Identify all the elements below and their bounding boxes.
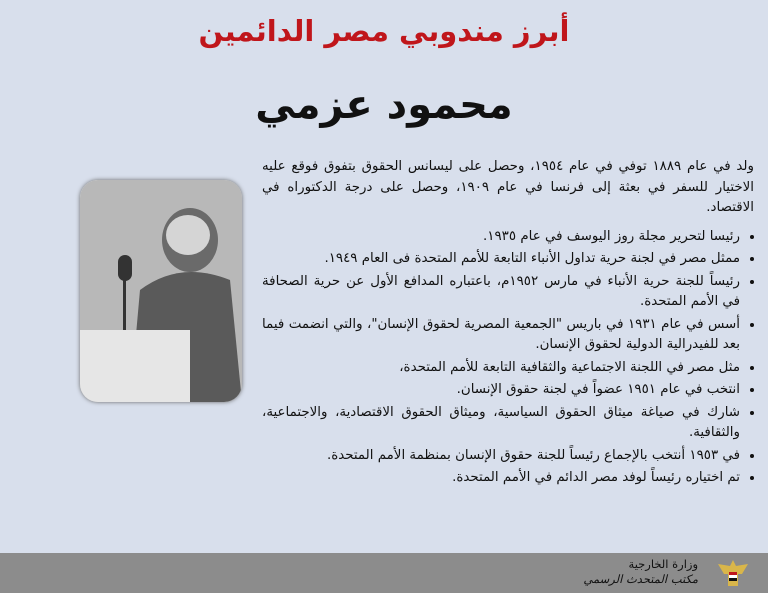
list-item: • رئيساً للجنة حرية الأنباء في مارس ١٩٥٢م، باعتباره المدافع الأول عن حرية الصحافة في الأمم المتحدة. [262,272,740,313]
page-title: أبرز مندوبي مصر الدائمين [198,14,570,48]
ministry-label [583,557,698,587]
list-item: • رئيسا لتحرير مجلة روز اليوسف في عام ١٩٣٥. [262,227,740,248]
list-item: • مثل مصر في اللجنة الاجتماعية والثقافية التابعة للأمم المتحدة، [262,358,740,379]
biography [262,157,754,491]
ministry-name: وزارة الخارجية [628,557,698,571]
list-item: • انتخب في عام ١٩٥١ عضواً في لجنة حقوق الإنسان. [262,380,740,401]
list-item: • ممثل مصر في لجنة حرية تداول الأنباء التابعة للأمم المتحدة فى العام ١٩٤٩. [262,249,740,270]
person-name: محمود عزمي [255,82,513,128]
footer-bar [0,553,768,593]
list-item: • شارك في صياغة ميثاق الحقوق السياسية، وميثاق الحقوق الاقتصادية، والاجتماعية، والثقافية. [262,403,740,444]
intro-paragraph: ولد في عام ١٨٨٩ توفي في عام ١٩٥٤، وحصل على ليسانس الحقوق بتفوق فوقع عليه الاختيار للسفر في بعثة إلى فرنسا في عام ١٩٠٩، وحصل على درجة الدكتوراه في الاقتصاد. [262,159,754,215]
achievements-list [262,227,754,489]
egypt-eagle-emblem-icon [714,558,752,590]
list-item: • أسس في عام ١٩٣١ في باريس "الجمعية المصرية لحقوق الإنسان"، والتي انضمت فيما بعد للفيدرالية الدولية لحقوق الإنسان. [262,315,740,356]
portrait-photo [80,180,242,402]
list-item: • تم اختياره رئيساً لوفد مصر الدائم في الأمم المتحدة. [262,468,740,489]
list-item: • في ١٩٥٣ أنتخب بالإجماع رئيساً للجنة حقوق الإنسان بمنظمة الأمم المتحدة. [262,446,740,467]
office-name: مكتب المتحدث الرسمي [583,572,698,586]
